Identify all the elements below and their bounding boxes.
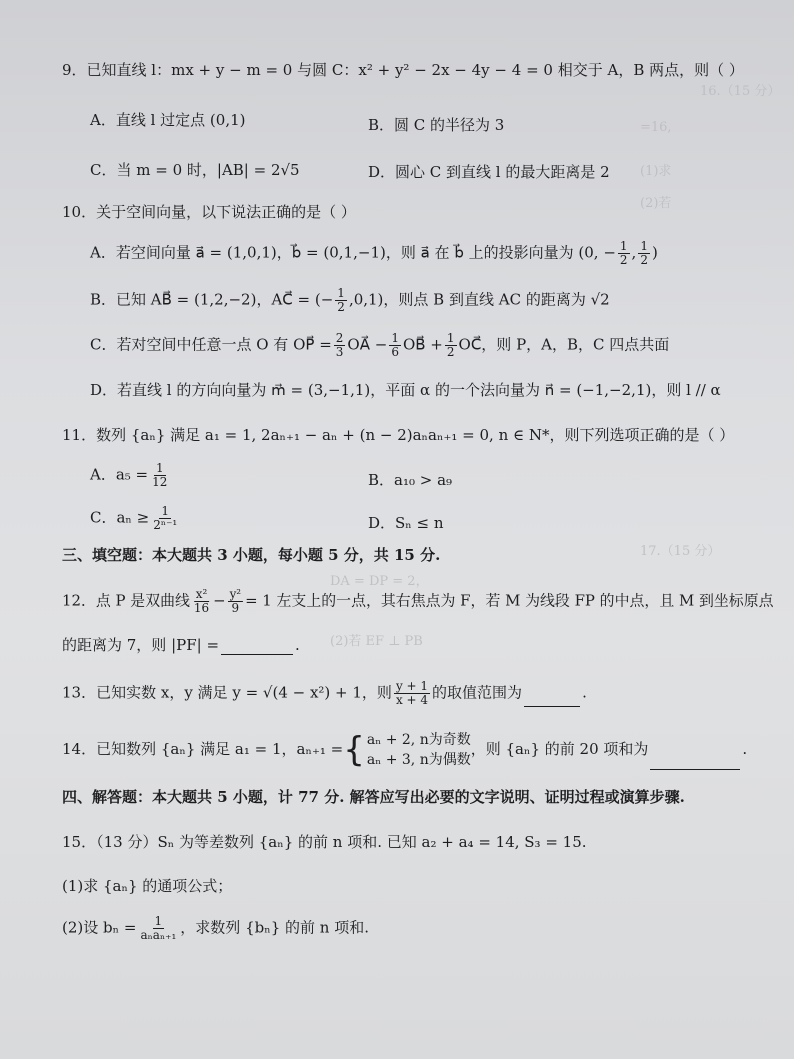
option-c-text: C．若对空间中任意一点 O 有 OP⃗ =: [90, 335, 332, 354]
section-3-heading: 三、填空题：本大题共 3 小题，每小题 5 分，共 15 分.: [62, 546, 441, 564]
show-through-text: DA = DP = 2，: [330, 574, 429, 589]
piecewise-case-1: aₙ + 2, n为奇数: [366, 732, 471, 748]
option-b-text: ,0,1)，则点 B 到直线 AC 的距离为 √2: [348, 290, 610, 309]
question-15-text: (2)设 bₙ =: [62, 918, 137, 937]
question-14-text: 14．已知数列 {aₙ} 满足 a₁ = 1，aₙ₊₁ =: [62, 740, 344, 758]
show-through-text: 16.（15 分）: [700, 84, 781, 99]
option-b-text: B．已知 AB⃗ = (1,2,−2)，AC⃗ = (−: [90, 290, 334, 309]
show-through-text: (2)若: [640, 196, 672, 211]
option-c-text: OC⃗，则 P，A，B，C 四点共面: [458, 335, 670, 354]
fraction: [150, 462, 169, 489]
fraction-numerator: 1: [161, 504, 170, 518]
piecewise-rows: [367, 730, 471, 770]
option-c-text: C．aₙ ≥: [90, 508, 150, 527]
fraction: [192, 588, 211, 615]
question-11-option-a: [90, 462, 171, 489]
question-13-text: .: [582, 683, 587, 702]
answer-blank[interactable]: [524, 690, 580, 707]
question-13-text: 的取值范围为: [432, 683, 523, 702]
fraction-numerator: x²: [195, 587, 208, 601]
fraction-denominator: 2ⁿ⁻¹: [153, 518, 178, 532]
answer-blank[interactable]: [221, 638, 293, 655]
question-15-part-1: (1)求 {aₙ} 的通项公式；: [62, 877, 233, 895]
question-11-option-c: [90, 505, 181, 532]
question-10-option-a: [90, 240, 658, 267]
question-11-option-b: B．a₁₀ > a₉: [368, 471, 453, 489]
option-a-text: A．若空间向量 a⃗ = (1,0,1)，b⃗ = (0,1,−1)，则 a⃗ 在 b⃗ 上的投影向量为 (0, −: [90, 243, 616, 262]
question-12-line-2: [62, 635, 300, 655]
question-9-option-a: A．直线 l 过定点 (0,1): [90, 111, 246, 129]
fraction: [394, 680, 430, 707]
fraction: [638, 240, 650, 267]
fraction-numerator: 1: [154, 914, 163, 928]
show-through-text: (2)若 EF ⊥ PB: [330, 634, 423, 649]
fraction: [138, 915, 178, 942]
fraction-numerator: 1: [619, 239, 628, 253]
question-12-text: = 1 左支上的一点，其右焦点为 F，若 M 为线段 FP 的中点，且 M 到坐标原点: [245, 591, 774, 610]
fraction: [618, 240, 630, 267]
question-13: [62, 680, 587, 707]
fraction-denominator: 3: [335, 345, 344, 359]
question-14-text: ，则 {aₙ} 的前 20 项和为: [470, 740, 649, 758]
fraction-denominator: 6: [391, 345, 399, 359]
fraction-denominator: aₙaₙ₊₁: [140, 928, 177, 942]
question-15-text: ，求数列 {bₙ} 的前 n 项和.: [180, 918, 369, 937]
question-9-option-c: C．当 m = 0 时，|AB| = 2√5: [90, 161, 300, 179]
left-brace: {: [343, 730, 365, 770]
fraction-denominator: 16: [193, 601, 210, 615]
question-14: [62, 730, 747, 770]
fraction-denominator: 12: [152, 475, 168, 489]
fraction: [445, 332, 457, 359]
fraction-numerator: 1: [446, 331, 455, 345]
question-9-stem: 9．已知直线 l：mx + y − m = 0 与圆 C：x² + y² − 2x − 4y − 4 = 0 相交于 A，B 两点，则（ ）: [62, 61, 744, 79]
option-a-text: ,: [631, 243, 637, 262]
fraction-denominator: 2: [446, 345, 455, 359]
answer-blank[interactable]: [650, 753, 740, 770]
question-12-text: −: [213, 591, 226, 610]
fraction-numerator: y + 1: [395, 679, 429, 693]
fraction-numerator: 1: [391, 331, 399, 345]
question-10-stem: 10．关于空间向量，以下说法正确的是（ ）: [62, 203, 356, 221]
question-10-option-b: [90, 287, 610, 314]
fraction-denominator: 2: [337, 300, 345, 314]
question-12-line-1: [62, 588, 774, 615]
question-10-option-c: [90, 332, 669, 359]
question-12-text: 的距离为 7，则 |PF| =: [62, 636, 220, 654]
section-4-heading: 四、解答题：本大题共 5 小题，计 77 分. 解答应写出必要的文字说明、证明过程或演算步骤.: [62, 788, 685, 806]
fraction: [334, 332, 346, 359]
option-a-text: A．a₅ =: [90, 465, 149, 484]
fraction: [389, 332, 401, 359]
fraction-denominator: x + 4: [395, 693, 429, 707]
question-10-option-d: D．若直线 l 的方向向量为 m⃗ = (3,−1,1)，平面 α 的一个法向量为 n⃗ = (−1,−2,1)，则 l // α: [90, 381, 721, 399]
option-c-text: OA⃗ −: [347, 335, 388, 354]
fraction-numerator: 2: [335, 331, 344, 345]
question-11-option-d: D．Sₙ ≤ n: [368, 514, 444, 532]
fraction-numerator: y²: [229, 587, 242, 601]
question-12-text: 12．点 P 是双曲线: [62, 591, 190, 610]
option-a-text: ): [651, 243, 658, 262]
question-14-text: .: [742, 740, 748, 758]
question-11-stem: 11．数列 {aₙ} 满足 a₁ = 1, 2aₙ₊₁ − aₙ + (n − 2)aₙaₙ₊₁ = 0, n ∈ N*，则下列选项正确的是（ ）: [62, 426, 735, 444]
fraction-numerator: 1: [155, 461, 164, 475]
option-c-text: OB⃗ +: [402, 335, 443, 354]
piecewise-definition: [343, 730, 471, 770]
question-9-option-d: D．圆心 C 到直线 l 的最大距离是 2: [368, 163, 610, 181]
show-through-text: 17.（15 分）: [640, 544, 721, 559]
question-9-option-b: B．圆 C 的半径为 3: [368, 116, 505, 134]
question-12-text: .: [295, 636, 300, 654]
piecewise-case-2: aₙ + 3, n为偶数: [366, 752, 471, 768]
fraction-denominator: 2: [640, 253, 648, 267]
fraction-denominator: 9: [231, 601, 240, 615]
question-15-stem: 15．（13 分）Sₙ 为等差数列 {aₙ} 的前 n 项和. 已知 a₂ + a₄ = 14, S₃ = 15.: [62, 833, 587, 851]
show-through-text: =16,: [640, 120, 672, 135]
fraction-denominator: 2: [619, 253, 628, 267]
fraction-numerator: 1: [640, 239, 648, 253]
fraction: [335, 287, 347, 314]
fraction-numerator: 1: [337, 286, 345, 300]
fraction: [228, 588, 244, 615]
show-through-text: (1)求: [640, 164, 672, 179]
question-13-text: 13．已知实数 x，y 满足 y = √(4 − x²) + 1，则: [62, 683, 392, 702]
fraction: [151, 505, 179, 532]
question-15-part-2: [62, 915, 369, 942]
